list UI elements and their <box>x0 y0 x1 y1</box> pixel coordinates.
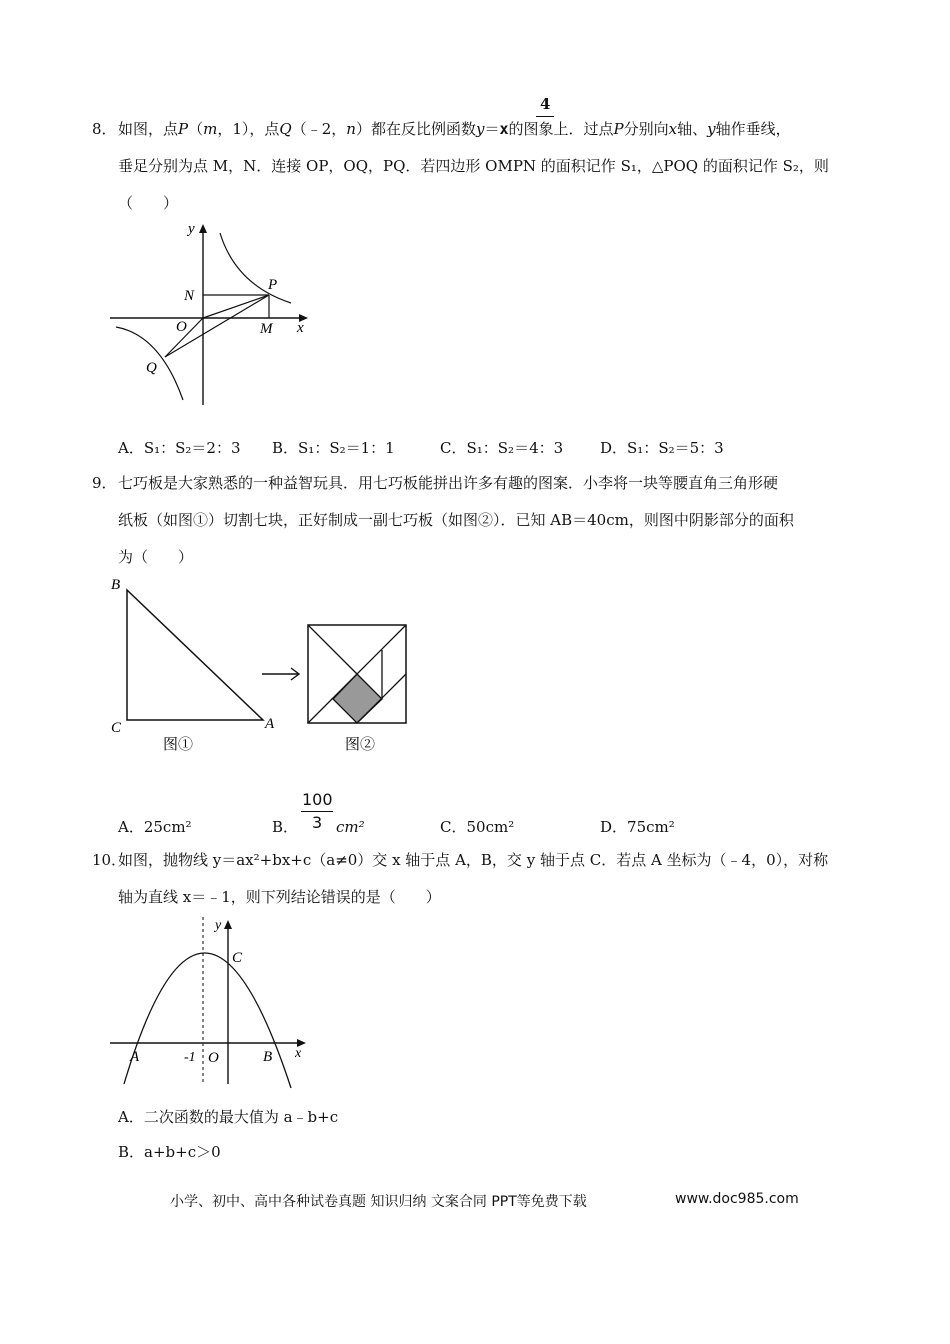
q8-label-y: y <box>188 221 195 237</box>
q8-label-M: M <box>260 321 273 337</box>
q9-label-C: C <box>111 720 122 736</box>
q9-option-b-fraction-bar <box>301 811 333 812</box>
q9-number: 9． <box>92 474 117 492</box>
q9-caption-fig1: 图① <box>163 737 194 753</box>
q10-label-x: x <box>295 1046 302 1061</box>
q9-caption-fig2: 图② <box>345 737 376 753</box>
q9-figure-2 <box>305 622 411 757</box>
q10-line-1: 如图，抛物线 y＝ax²+bx+c（a≠0）交 x 轴于点 A，B，交 y 轴于点 C．若点 A 坐标为（﹣4，0），对称 <box>118 851 829 869</box>
q8-number: 8． <box>92 120 117 138</box>
footer-text: 小学、初中、高中各种试卷真题 知识归纳 文案合同 PPT等免费下载 <box>170 1194 587 1210</box>
q8-line-1: 如图，点P（m，1），点Q（﹣2，n）都在反比例函数y＝x的图象上．过点P分别向x轴、y轴作垂线， <box>118 120 791 138</box>
q10-label-y: y <box>215 918 222 933</box>
q8-option-c[interactable]: C．S₁：S₂＝4：3 <box>440 439 564 457</box>
q8-option-b[interactable]: B．S₁：S₂＝1：1 <box>272 439 395 457</box>
q9-label-B: B <box>111 577 121 593</box>
q9-option-b-unit: cm² <box>336 818 365 836</box>
q10-label-minus-1: -1 <box>184 1050 196 1065</box>
q8-line-3: （ ） <box>118 194 179 212</box>
q10-line-2: 轴为直线 x＝﹣1，则下列结论错误的是（ ） <box>118 888 441 906</box>
q9-option-b[interactable]: B． <box>272 818 299 836</box>
q8-label-P: P <box>268 277 278 293</box>
footer <box>170 1191 587 1211</box>
q9-line-3: 为（ ） <box>118 548 194 566</box>
q8-label-N: N <box>184 288 195 304</box>
q8-label-O: O <box>176 319 187 335</box>
q8-option-d[interactable]: D．S₁：S₂＝5：3 <box>600 439 724 457</box>
q8-fraction-denominator: x <box>499 120 509 138</box>
q10-option-b[interactable]: B．a+b+c＞0 <box>118 1143 221 1161</box>
q8-line-2: 垂足分别为点 M，N．连接 OP，OQ，PQ．若四边形 OMPN 的面积记作 S₁，△POQ 的面积记作 S₂，则 <box>118 157 829 175</box>
arrow-right-icon <box>260 664 304 684</box>
q9-option-b-numerator: 100 <box>302 790 333 809</box>
q10-figure <box>108 912 313 1092</box>
footer-url[interactable]: www.doc985.com <box>675 1191 799 1207</box>
q8-label-Q: Q <box>146 360 157 376</box>
q10-label-O: O <box>208 1050 219 1066</box>
q8-figure <box>108 215 318 410</box>
q8-fraction-bar <box>536 116 554 117</box>
q9-option-b-denominator: 3 <box>312 813 323 832</box>
q10-label-B: B <box>263 1049 273 1065</box>
q10-number: 10． <box>92 851 127 869</box>
q9-option-c[interactable]: C．50cm² <box>440 818 515 836</box>
q10-label-A: A <box>130 1049 140 1065</box>
q8-fraction-numerator: 4 <box>540 95 551 113</box>
q10-label-C: C <box>232 950 243 966</box>
q10-option-a[interactable]: A．二次函数的最大值为 a﹣b+c <box>118 1108 339 1126</box>
q9-option-d[interactable]: D．75cm² <box>600 818 675 836</box>
q9-line-1: 七巧板是大家熟悉的一种益智玩具．用七巧板能拼出许多有趣的图案．小李将一块等腰直角三角形硬 <box>118 474 779 492</box>
q8-label-x: x <box>297 320 304 336</box>
q9-label-A: A <box>265 716 275 732</box>
q8-option-a[interactable]: A．S₁：S₂＝2：3 <box>118 439 241 457</box>
q9-line-2: 纸板（如图①）切割七块，正好制成一副七巧板（如图②）．已知 AB＝40cm，则图中阴影部分的面积 <box>118 511 794 529</box>
q9-option-a[interactable]: A．25cm² <box>118 818 192 836</box>
